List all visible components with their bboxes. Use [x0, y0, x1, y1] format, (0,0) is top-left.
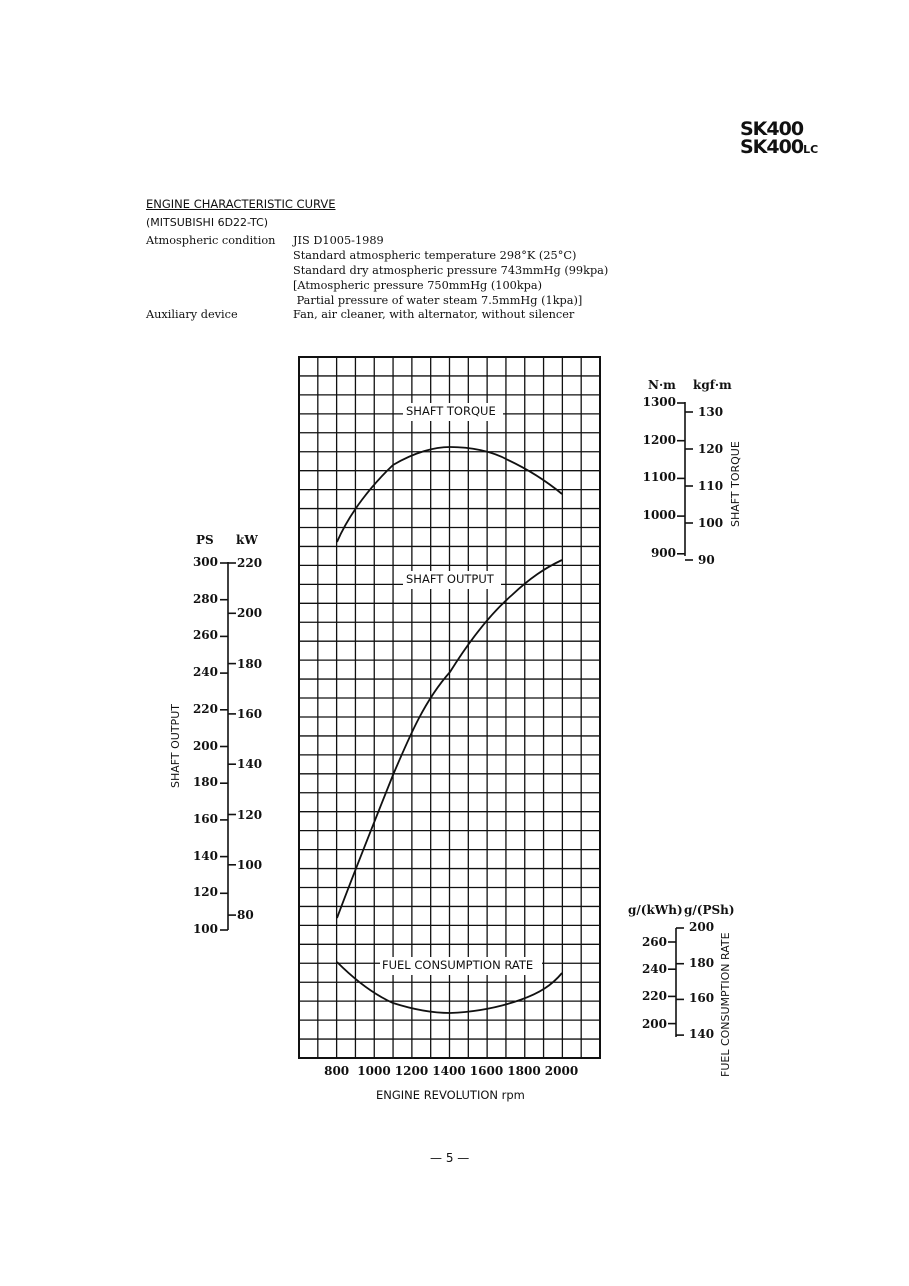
tick-label: 300 — [192, 555, 218, 569]
tick-label: 200 — [689, 920, 715, 934]
condition-line: Standard atmospheric temperature 298°K (25°C) — [293, 249, 577, 262]
fuel-axis — [668, 928, 684, 1037]
tick-label: 180 — [192, 775, 218, 790]
torque-unit-nm: N·m — [648, 378, 676, 392]
tick-label: 220 — [641, 989, 667, 1004]
rpm-tick-label: 2000 — [544, 1064, 579, 1078]
tick-label: 900 — [650, 545, 676, 560]
fuel-curve-label: FUEL CONSUMPTION RATE — [382, 958, 534, 972]
tick-label: 160 — [192, 811, 218, 826]
condition-line: [Atmospheric pressure 750mmHg (100kpa) — [293, 279, 543, 292]
tick-label: 1200 — [642, 432, 676, 447]
tick-label: 180 — [689, 955, 715, 970]
tick-label: 260 — [641, 935, 667, 949]
torque-unit-kgfm: kgf·m — [693, 378, 732, 392]
atmospheric-condition-label: Atmospheric condition — [146, 234, 276, 247]
tick-label: 80 — [237, 908, 254, 923]
model-line-1: SK400 — [740, 118, 804, 140]
fuel-unit-gkwh: g/(kWh) — [628, 903, 683, 917]
tick-label: 160 — [237, 706, 263, 721]
auxiliary-device-label: Auxiliary device — [146, 308, 238, 321]
condition-line: JIS D1005-1989 — [293, 234, 384, 247]
rpm-tick-label: 800 — [324, 1064, 350, 1078]
torque-curve-label: SHAFT TORQUE — [406, 404, 496, 418]
tick-label: 180 — [237, 656, 263, 671]
tick-label: 120 — [698, 442, 724, 456]
tick-label: 1000 — [642, 508, 676, 523]
engine-model: (MITSUBISHI 6D22-TC) — [146, 216, 269, 229]
tick-label: 120 — [237, 807, 263, 822]
tick-label: 90 — [698, 553, 715, 567]
tick-label: 1100 — [642, 470, 676, 485]
tick-label: 240 — [192, 665, 218, 680]
output-unit-ps: PS — [196, 533, 214, 547]
tick-label: 140 — [237, 757, 263, 772]
output-unit-kw: kW — [236, 533, 258, 547]
tick-label: 200 — [237, 606, 263, 621]
chart-grid — [299, 357, 600, 1058]
tick-label: 280 — [192, 591, 218, 606]
tick-label: 200 — [192, 738, 218, 753]
tick-label: 240 — [641, 962, 667, 977]
tick-label: 260 — [192, 628, 218, 643]
condition-line: Partial pressure of water steam 7.5mmHg (1kpa)] — [293, 294, 583, 307]
torque-axis — [677, 402, 693, 560]
rpm-tick-label: 1200 — [394, 1064, 429, 1078]
tick-label: 220 — [237, 556, 263, 570]
x-axis-title: ENGINE REVOLUTION rpm — [376, 1088, 525, 1102]
tick-label: 110 — [698, 479, 724, 493]
model-suffix: LC — [803, 143, 819, 156]
fuel-axis-title: FUEL CONSUMPTION RATE — [719, 932, 732, 1077]
output-curve-label: SHAFT OUTPUT — [406, 572, 494, 586]
torque-axis-title: SHAFT TORQUE — [729, 441, 742, 527]
tick-label: 1300 — [642, 395, 676, 409]
tick-label: 100 — [698, 516, 724, 530]
rpm-tick-label: 1000 — [357, 1064, 391, 1078]
output-axis — [220, 562, 236, 930]
tick-label: 100 — [192, 922, 218, 936]
condition-line: Standard dry atmospheric pressure 743mmHg (99kpa) — [293, 264, 609, 277]
fuel-unit-gpsh: g/(PSh) — [684, 903, 735, 917]
output-axis-title: SHAFT OUTPUT — [169, 704, 182, 788]
tick-label: 130 — [698, 405, 724, 419]
rpm-tick-label: 1800 — [507, 1064, 541, 1078]
tick-label: 140 — [689, 1027, 715, 1042]
tick-label: 160 — [689, 991, 715, 1006]
tick-label: 100 — [237, 857, 263, 872]
rpm-tick-label: 1600 — [469, 1064, 504, 1078]
page-number: — 5 — — [430, 1151, 470, 1165]
model-line-2: SK400LC — [740, 136, 819, 158]
tick-label: 220 — [192, 701, 218, 716]
tick-label: 120 — [192, 885, 218, 900]
rpm-tick-label: 1400 — [432, 1064, 466, 1078]
tick-label: 200 — [641, 1016, 667, 1031]
section-title: ENGINE CHARACTERISTIC CURVE — [146, 197, 336, 211]
tick-label: 140 — [192, 848, 218, 863]
auxiliary-device-value: Fan, air cleaner, with alternator, without silencer — [293, 308, 575, 321]
